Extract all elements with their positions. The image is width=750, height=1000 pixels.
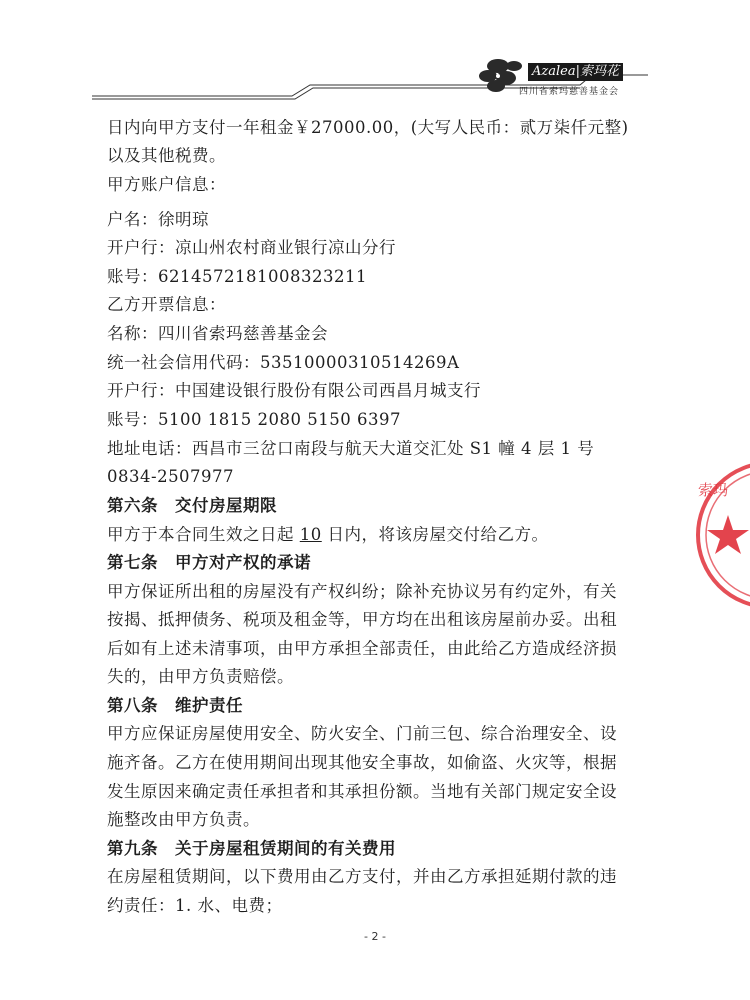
account-bank: 开户行：凉山州农村商业银行凉山分行	[107, 238, 396, 257]
lessor-account-title: 甲方账户信息：	[107, 175, 226, 194]
account-number: 账号：6214572181008323211	[107, 267, 367, 286]
article-8-line-3: 发生原因来确定责任承担者和其承担份额。当地有关部门规定安全设	[107, 782, 617, 801]
rent-payment-line-2: 以及其他税费。	[107, 146, 226, 165]
page-number: - 2 -	[364, 930, 386, 943]
article-7-line-1: 甲方保证所出租的房屋没有产权纠纷；除补充协议另有约定外，有关	[107, 582, 617, 601]
seal-text: 索玛	[698, 481, 729, 499]
invoice-name: 名称：四川省索玛慈善基金会	[107, 324, 328, 343]
article-6-text	[107, 524, 549, 546]
article-8-line-4: 施整改由甲方负责。	[107, 810, 260, 829]
invoice-credit-code: 统一社会信用代码：53510000310514269A	[107, 353, 460, 372]
article-9-line-2: 约责任：1. 水、电费；	[107, 896, 283, 915]
logo-org-name: 四川省索玛慈善基金会	[519, 87, 620, 97]
rent-payment-line-1: 日内向甲方支付一年租金￥27000.00，(大写人民币：贰万柒仟元整)	[107, 118, 629, 137]
red-seal-stamp	[690, 455, 750, 615]
logo-brand-text: Azalea|索玛花	[528, 63, 623, 81]
article-6-post: 日内，将该房屋交付给乙方。	[321, 525, 549, 544]
article-7-line-2: 按揭、抵押债务、税项及租金等，甲方均在出租该房屋前办妥。出租	[107, 610, 617, 629]
article-8-title: 第八条 维护责任	[107, 696, 243, 715]
invoice-phone: 0834-2507977	[107, 467, 235, 486]
article-7-title: 第七条 甲方对产权的承诺	[107, 553, 311, 572]
article-6-days: 10	[299, 525, 322, 544]
article-6-pre: 甲方于本合同生效之日起	[107, 525, 300, 544]
article-7-line-4: 失的，由甲方负责赔偿。	[107, 667, 294, 686]
article-9-line-1: 在房屋租赁期间，以下费用由乙方支付，并由乙方承担延期付款的违	[107, 867, 617, 886]
account-name: 户名：徐明琼	[107, 210, 209, 229]
article-9-title: 第九条 关于房屋租赁期间的有关费用	[107, 839, 396, 858]
seal-star-icon	[707, 515, 749, 554]
invoice-address: 地址电话：西昌市三岔口南段与航天大道交汇处 S1 幢 4 层 1 号	[107, 439, 595, 458]
invoice-bank: 开户行：中国建设银行股份有限公司西昌月城支行	[107, 381, 481, 400]
article-8-line-1: 甲方应保证房屋使用安全、防火安全、门前三包、综合治理安全、设	[107, 724, 617, 743]
article-7-line-3: 后如有上述未清事项，由甲方承担全部责任，由此给乙方造成经济损	[107, 639, 617, 658]
invoice-account: 账号：5100 1815 2080 5150 6397	[107, 410, 401, 429]
article-6-title: 第六条 交付房屋期限	[107, 496, 277, 515]
lessee-invoice-title: 乙方开票信息：	[107, 295, 226, 314]
article-8-line-2: 施齐备。乙方在使用期间出现其他安全事故，如偷盗、火灾等，根据	[107, 753, 617, 772]
